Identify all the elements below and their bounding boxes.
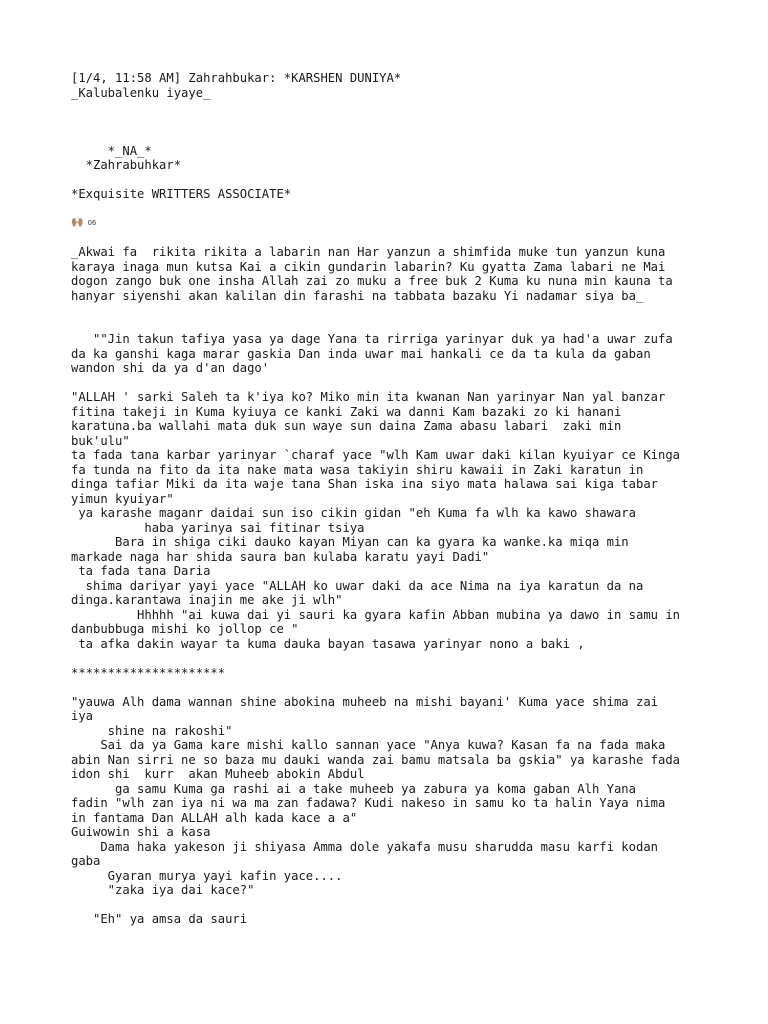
text-line: "zaka iya dai kace?" [71, 883, 255, 897]
text-line: ga samu Kuma ga rashi ai a take muheeb ya zabura ya koma gaban Alh Yana [71, 781, 636, 796]
text-line: danbubbuga mishi ko jollop ce " [71, 622, 299, 636]
text-line: hanyar siyenshi akan kalilan din farashi na tabbata bazaku Yi nadamar siya ba_ [71, 288, 644, 303]
text-line: idon shi kurr akan Muheeb abokin Abdul [71, 767, 365, 781]
section-separator: ********************* [71, 665, 226, 680]
text-line: buk'ulu" [71, 433, 130, 448]
text-line: karatuna.ba wallahi mata duk sun waye sun daina Zama abasu labari zaki min [71, 419, 622, 433]
text-line: Dama haka yakeson ji shiyasa Amma dole yakafa musu sharudda masu karfi kodan [71, 839, 658, 854]
text-line: fitina takeji in Kuma kyiuya ce kanki Zaki wa danni Kam bazaki zo ki hanani [71, 404, 622, 419]
text-line: Guiwowin shi a kasa [71, 825, 211, 839]
text-line: ta fada tana karbar yarinyar `charaf yace "wlh Kam uwar daki kilan kyuiyar ce Kinga [71, 448, 681, 462]
text-line: markade naga har shida saura ban kulaba karatu yayi Dadi" [71, 549, 490, 564]
chapter-marker [71, 216, 711, 231]
spacer [71, 376, 711, 391]
text-line: ya karashe maganr daidai sun iso cikin gidan "eh Kuma fa wlh ka kawo shawara [71, 506, 636, 520]
spacer [71, 173, 711, 188]
spacer [71, 100, 711, 144]
spacer [71, 303, 711, 332]
text-line: "ALLAH ' sarki Saleh ta k'iya ko? Miko min ita kwanan Nan yarinyar Nan yal banzar [71, 390, 666, 404]
spacer [71, 651, 711, 666]
story-paragraph-2 [71, 390, 711, 651]
text-line: da ka ganshi kaga marar gaskia Dan inda uwar mai hankali ce da ta kula da gaban [71, 346, 651, 361]
text-line: dinga tafiar Miki da ita waje tana Shan iska ina siyo mata halawa sai kiga tabar [71, 477, 658, 491]
author-prefix: *_NA_* [71, 143, 152, 158]
author-name: *Zahrabuhkar* [71, 158, 182, 172]
text-line: wandon shi da ya d'an dago' [71, 361, 270, 375]
text-line: abin Nan sirri ne so baza mu dauki wanda zai bamu matsala ba gskia" ya karashe fada [71, 752, 681, 767]
text-line: "yauwa Alh dama wannan shine abokina muheeb na mishi bayani' Kuma yace shima zai [71, 694, 658, 709]
text-line: gaba [71, 854, 101, 868]
text-line: dogon zango buk one insha Allah zai zo muku a free buk 2 Kuma ku nuna min kauna ta [71, 274, 673, 288]
text-line: fadin "wlh zan iya ni wa ma zan fadawa? Kudi nakeso in samu ko ta halin Yaya nima [71, 796, 666, 810]
story-paragraph-1 [71, 332, 711, 376]
text-line: yimun kyuiyar" [71, 491, 174, 506]
story-subtitle: _Kalubalenku iyaye_ [71, 85, 211, 100]
text-line: shine na rakoshi" [71, 723, 233, 738]
text-line: karaya inaga mun kutsa Kai a cikin gundarin labarin? Ku gyatta Zama labari ne Mai [71, 259, 666, 274]
closing-line: "Eh" ya amsa da sauri [71, 912, 248, 926]
spacer [71, 202, 711, 217]
story-paragraph-3 [71, 695, 711, 898]
intro-paragraph [71, 245, 711, 303]
text-line: fa tunda na fito da ita nake mata wasa takiyin shiru kawaii in Zaki karatun in [71, 462, 644, 477]
text-line: haba yarinya sai fitinar tsiya [71, 520, 365, 535]
spacer [71, 680, 711, 695]
text-line: Gyaran murya yayi kafin yace.... [71, 868, 343, 883]
text-line: _Akwai fa rikita rikita a labarin nan Har yanzun a shimfida muke tun yanzun kuna [71, 245, 666, 259]
raised-hands-icon: 🙌🏽 [71, 217, 82, 228]
text-line: Sai da ya Gama kare mishi kallo sannan yace "Anya kuwa? Kasan fa na fada maka [71, 738, 666, 752]
text-line: in fantama Dan ALLAH alh kada kace a a" [71, 810, 358, 825]
chat-header-line: [1/4, 11:58 AM] Zahrahbukar: *KARSHEN DUNIYA* [71, 71, 402, 85]
text-line: Bara in shiga ciki dauko kayan Miyan can ka gyara ka wanke.ka miqa min [71, 535, 629, 549]
text-line: shima dariyar yayi yace "ALLAH ko uwar daki da ace Nima na iya karatun da na [71, 578, 644, 593]
text-line: dinga.karantawa inajin me ake ji wlh" [71, 593, 343, 607]
chapter-number: 06 [87, 219, 97, 227]
text-line: Hhhhh "ai kuwa dai yi sauri ka gyara kafin Abban mubina ya dawo in samu in [71, 607, 681, 622]
spacer [71, 231, 711, 246]
association-name: *Exquisite WRITTERS ASSOCIATE* [71, 187, 292, 201]
text-line: ta fada tana Daria [71, 564, 211, 578]
text-line: ta afka dakin wayar ta kuma dauka bayan tasawa yarinyar nono a baki , [71, 636, 585, 651]
text-line: ""Jin takun tafiya yasa ya dage Yana ta rirriga yarinyar duk ya had'a uwar zufa [71, 332, 673, 346]
text-line: iya [71, 709, 94, 723]
spacer [71, 898, 711, 913]
chat-text [71, 71, 711, 927]
